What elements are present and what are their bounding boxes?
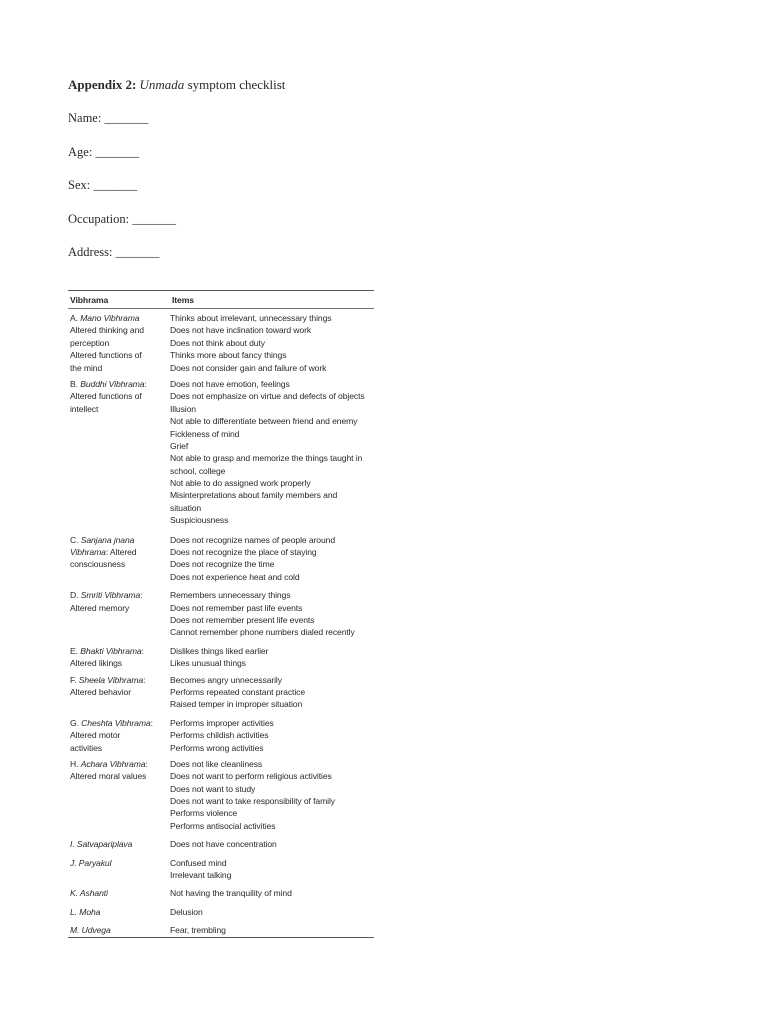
table-row — [68, 674, 374, 711]
items-cell — [168, 534, 374, 584]
vibhrama-suffix: : Altered — [105, 547, 137, 558]
vibhrama-line — [70, 589, 166, 601]
item-line: Performs violence — [170, 808, 238, 819]
item-line: Remembers unnecessary things — [170, 590, 291, 601]
table-row — [68, 645, 374, 670]
vibhrama-line — [70, 546, 166, 558]
items-cell — [168, 906, 374, 918]
vibhrama-suffix: : — [143, 674, 146, 685]
vibhrama-line — [70, 906, 166, 918]
vibhrama-name: M. Udvega — [70, 925, 111, 936]
item-line: Does not think about duty — [170, 337, 265, 348]
table-row — [68, 534, 374, 584]
vibhrama-prefix: F. — [70, 674, 79, 685]
page-title — [68, 77, 285, 93]
age-field: Age: _______ — [68, 145, 140, 159]
item-line: Illusion — [170, 403, 196, 414]
item-line: school, college — [170, 465, 226, 476]
vibhrama-line: Altered behavior — [70, 686, 131, 697]
item-line: Becomes angry unnecessarily — [170, 674, 282, 685]
items-cell — [168, 589, 374, 639]
vibhrama-name: I. Satvapariplava — [70, 839, 133, 850]
vibhrama-name: Cheshta Vibhrama — [81, 717, 151, 728]
items-cell — [168, 645, 374, 670]
vibhrama-name: K. Ashanti — [70, 888, 108, 899]
item-line: Does not remember past life events — [170, 602, 303, 613]
item-line: Thinks more about fancy things — [170, 350, 287, 361]
item-line: Does not recognize names of people around — [170, 534, 336, 545]
items-cell — [168, 857, 374, 882]
vibhrama-line: Altered functions of — [70, 391, 142, 402]
table-header-row — [68, 291, 374, 309]
symptom-table — [68, 290, 374, 938]
vibhrama-suffix: : — [150, 717, 153, 728]
item-line: Performs antisocial activities — [170, 820, 276, 831]
vibhrama-prefix: E. — [70, 645, 81, 656]
item-line: Suspiciousness — [170, 515, 229, 526]
vibhrama-line — [70, 758, 166, 770]
items-cell — [168, 758, 374, 832]
vibhrama-suffix: : — [145, 758, 148, 769]
vibhrama-prefix: D. — [70, 590, 81, 601]
item-line: Does not consider gain and failure of work — [170, 362, 327, 373]
items-cell — [168, 924, 374, 936]
vibhrama-name: Smriti Vibhrama — [80, 590, 141, 601]
vibhrama-line — [70, 838, 166, 850]
vibhrama-cell — [68, 906, 168, 918]
header-items: Items — [172, 294, 194, 305]
item-line: Misinterpretations about family members and — [170, 490, 338, 501]
vibhrama-cell — [68, 857, 168, 882]
vibhrama-cell — [68, 887, 168, 899]
vibhrama-prefix: G. — [70, 717, 82, 728]
vibhrama-prefix: A. — [70, 313, 81, 323]
occupation-field: Occupation: _______ — [68, 212, 176, 226]
vibhrama-name: Vibhrama — [70, 547, 106, 558]
item-line: Not able to grasp and memorize the things taught in — [170, 453, 363, 464]
item-line: Not having the tranquility of mind — [170, 888, 292, 899]
vibhrama-cell — [68, 378, 168, 527]
item-line: Does not have inclination toward work — [170, 325, 312, 336]
vibhrama-line — [70, 857, 166, 869]
vibhrama-line: Altered functions of — [70, 350, 142, 361]
item-line: Performs childish activities — [170, 730, 269, 741]
item-line: Fear, trembling — [170, 925, 226, 936]
vibhrama-line: consciousness — [70, 559, 126, 570]
vibhrama-cell — [68, 758, 168, 832]
vibhrama-line — [70, 534, 166, 546]
item-line: Cannot remember phone numbers dialed recently — [170, 627, 355, 638]
item-line: Does not experience heat and cold — [170, 571, 300, 582]
item-line: Does not want to study — [170, 783, 256, 794]
vibhrama-cell — [68, 645, 168, 670]
table-row — [68, 758, 374, 832]
item-line: Does not emphasize on virtue and defects of objects — [170, 391, 365, 402]
vibhrama-cell — [68, 717, 168, 754]
table-row — [68, 838, 374, 850]
item-line: Performs improper activities — [170, 717, 274, 728]
vibhrama-cell — [68, 534, 168, 584]
table-row — [68, 589, 374, 639]
vibhrama-line — [70, 378, 166, 390]
item-line: situation — [170, 502, 202, 513]
item-line: Irrelevant talking — [170, 870, 232, 881]
table-row — [68, 312, 374, 374]
title-unmada: Unmada — [139, 77, 185, 92]
item-line: Not able to differentiate between friend and enemy — [170, 416, 358, 427]
vibhrama-prefix: B. — [70, 378, 81, 389]
table-row — [68, 887, 374, 899]
vibhrama-cell — [68, 838, 168, 850]
vibhrama-suffix: : — [141, 645, 144, 656]
address-field: Address: _______ — [68, 245, 160, 259]
item-line: Dislikes things liked earlier — [170, 645, 269, 656]
item-line: Does not want to perform religious activities — [170, 771, 332, 782]
item-line: Raised temper in improper situation — [170, 699, 303, 710]
title-rest: symptom checklist — [184, 77, 286, 92]
vibhrama-line — [70, 924, 166, 936]
vibhrama-name: Sheela Vibhrama — [78, 674, 144, 685]
vibhrama-name: Bhakti Vibhrama — [80, 645, 142, 656]
item-line: Does not remember present life events — [170, 614, 315, 625]
table-row — [68, 717, 374, 754]
item-line: Does not like cleanliness — [170, 758, 263, 769]
name-field: Name: _______ — [68, 111, 149, 125]
vibhrama-line: intellect — [70, 403, 99, 414]
vibhrama-suffix: : — [144, 378, 147, 389]
item-line: Grief — [170, 440, 189, 451]
item-line: Delusion — [170, 906, 203, 917]
vibhrama-line: the mind — [70, 362, 103, 373]
item-line: Fickleness of mind — [170, 428, 240, 439]
sex-field: Sex: _______ — [68, 178, 138, 192]
item-line: Does not recognize the time — [170, 559, 275, 570]
vibhrama-line: Altered moral values — [70, 771, 147, 782]
vibhrama-cell — [68, 674, 168, 711]
title-appendix-label: Appendix 2: — [68, 77, 137, 92]
vibhrama-line — [70, 674, 166, 686]
item-line: Does not recognize the place of staying — [170, 547, 317, 558]
item-line: Likes unusual things — [170, 658, 246, 669]
items-cell — [168, 674, 374, 711]
items-cell — [168, 312, 374, 374]
vibhrama-name: Achara Vibhrama — [80, 758, 146, 769]
table-row — [68, 906, 374, 918]
item-line: Does not have concentration — [170, 839, 277, 850]
vibhrama-line: Altered likings — [70, 658, 122, 669]
vibhrama-cell — [68, 312, 168, 374]
table-row — [68, 378, 374, 527]
item-line: Confused mind — [170, 857, 227, 868]
vibhrama-line — [70, 645, 166, 657]
items-cell — [168, 717, 374, 754]
item-line: Does not have emotion, feelings — [170, 378, 290, 389]
item-line: Performs repeated constant practice — [170, 686, 306, 697]
header-vibhrama: Vibhrama — [70, 294, 109, 305]
table-row — [68, 924, 374, 936]
vibhrama-cell — [68, 589, 168, 639]
vibhrama-suffix: : — [140, 590, 143, 601]
item-line: Thinks about irrelevant, unnecessary things — [170, 313, 332, 323]
vibhrama-line — [70, 717, 166, 729]
vibhrama-line: activities — [70, 742, 102, 753]
vibhrama-line — [70, 887, 166, 899]
items-cell — [168, 378, 374, 527]
vibhrama-prefix: H. — [70, 758, 81, 769]
items-cell — [168, 838, 374, 850]
item-line: Performs wrong activities — [170, 742, 264, 753]
item-line: Does not want to take responsibility of family — [170, 796, 335, 807]
vibhrama-name: Sanjana jnana — [80, 534, 135, 545]
table-row — [68, 857, 374, 882]
vibhrama-name: J. Paryakul — [70, 857, 112, 868]
vibhrama-line — [70, 312, 166, 324]
vibhrama-prefix: C. — [70, 534, 81, 545]
vibhrama-name: Mano Vibhrama — [80, 313, 140, 323]
vibhrama-name: Buddhi Vibhrama — [80, 378, 145, 389]
vibhrama-line: Altered motor — [70, 730, 121, 741]
vibhrama-cell — [68, 924, 168, 936]
vibhrama-line: perception — [70, 337, 110, 348]
vibhrama-line: Altered memory — [70, 602, 130, 613]
vibhrama-name: L. Moha — [70, 906, 101, 917]
items-cell — [168, 887, 374, 899]
table-body — [68, 312, 374, 937]
vibhrama-line: Altered thinking and — [70, 325, 144, 336]
item-line: Not able to do assigned work properly — [170, 478, 311, 489]
